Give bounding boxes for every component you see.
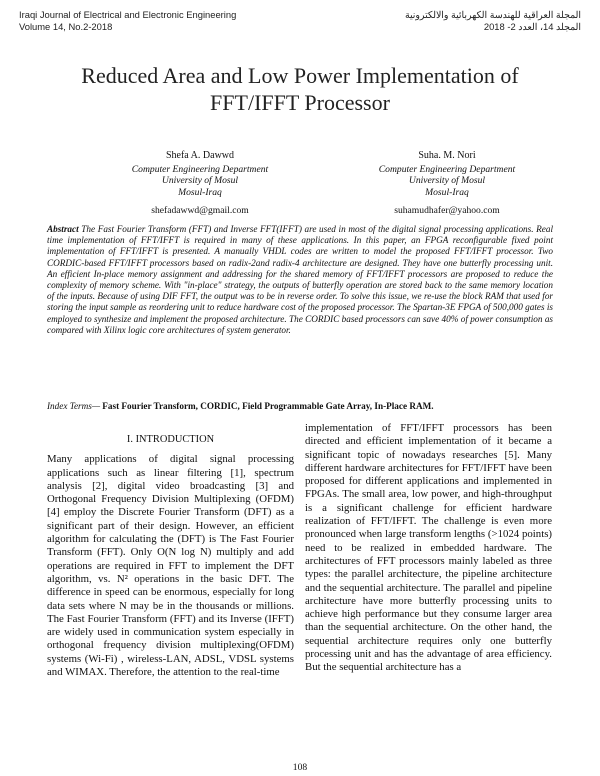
intro-paragraph-left: Many applications of digital signal processing applications such as linear filtering [1], spectrum analysis [2], digital video broadcasting [3] and Orthogonal Frequency Division Multiplexing (OFDM) [4] employ the Discrete Fourier Transform (DFT) as a significant part of their design. However, an efficient algorithm for calculating the (DFT) is The Fast Fourier Transform (FFT). Only O(N log N) multiply and add operations are required in FFT to implement the DFT algorithm, vs. N² operations in the basic DFT. The difference in speed can be enormous, especially for long data sets where N may be in the thousands or millions. The Fast Fourier Transform (FFT) and its Inverse (IFFT) are widely used in communication system especially in orthogonal frequency division multiplexing(OFDM) systems (Wi-Fi) , wireless-LAN, ADSL, VDSL systems and WIMAX. Therefore, the attention to the real-time <box>47 453 294 679</box>
abstract-label: Abstract <box>47 224 79 234</box>
index-terms-label: Index Terms— <box>47 401 100 411</box>
author-email: shefadawwd@gmail.com <box>151 205 249 216</box>
index-terms-text: Fast Fourier Transform, CORDIC, Field Programmable Gate Array, In-Place RAM. <box>102 401 434 411</box>
author-university: University of Mosul <box>161 175 239 186</box>
author-city: Mosul-Iraq <box>425 186 469 198</box>
paper-title <box>40 62 560 116</box>
section-first-letter: I <box>135 434 140 445</box>
journal-header-arabic <box>405 9 581 33</box>
section-number: I. <box>126 434 133 445</box>
author-email: suhamudhafer@yahoo.com <box>394 205 500 216</box>
author-department: Computer Engineering Department <box>378 163 516 175</box>
right-column <box>305 422 552 675</box>
index-terms <box>47 401 553 412</box>
page-number: 108 <box>292 762 308 773</box>
journal-name-en: Iraqi Journal of Electrical and Electronic Engineering <box>19 9 237 20</box>
journal-name-ar: المجلة العراقية للهندسة الكهربائية والالكترونية <box>404 9 581 20</box>
journal-header-english <box>19 9 236 33</box>
left-column <box>47 433 294 679</box>
intro-paragraph-right: implementation of FFT/IFFT processors has been directed and efficient implementation of it became a significant topic of nowadays researches [5]. Many different hardware architectures for FFT/IFFT have been proposed for different applications and implemented in FPGAs. The small area, low power, and high-throughput is a significant challenge for efficient hardware realization of FFT/IFFT. The challenge is even more pronounced when large transform lengths (>1024 points) need to be realized in embedded hardware. The architectures of FFT processors mainly labeled as three types: the parallel architecture, the pipeline architecture and the sequential architecture. The parallel and pipeline architecture have more butterfly processing units to achieve high performance but they consume larger area than the sequential architecture. On the other hand, the sequential architecture requires only one butterfly processing unit and has the advantage of area efficiency. But the sequential architecture has a <box>305 422 552 674</box>
paper-title-line2: FFT/IFFT Processor <box>210 90 390 115</box>
author-city: Mosul-Iraq <box>178 186 222 198</box>
author-name: Shefa A. Dawwd <box>165 150 235 161</box>
journal-volume-en: Volume 14, No.2-2018 <box>19 21 113 32</box>
section-title-rest: NTRODUCTION <box>139 434 215 445</box>
section-heading-introduction <box>47 433 294 446</box>
author-block-1 <box>80 150 320 217</box>
author-department: Computer Engineering Department <box>131 163 269 175</box>
journal-volume-ar: المجلد 14، العدد 2- 2018 <box>483 21 581 32</box>
abstract-text: The Fast Fourier Transform (FFT) and Inverse FFT(IFFT) are used in most of the digital signal processing applications. Real time implementation of FFT/IFFT is required in many of these applications. In this paper, an FPGA reconfigurable fixed point implementation of FFT/IFFT is presented. A manually VHDL codes are written to model the proposed FFT/IFFT processor. Two CORDIC-based FFT/IFFT processors based on radix-2and radix-4 architecture are designed. They have one butterfly processing unit. An efficient In-place memory assignment and addressing for the shared memory of FFT/IFFT processors are proposed to reduce the complexity of memory scheme. With "in-place" strategy, the outputs of butterfly operation are stored back to the same memory location of the inputs. Because of using DIF FFT, the output was to be in reverse order. To solve this issue, we re-use the block RAM that used for storing the input sample as reordering unit to reduce hardware cost of the proposed processor. The Spartan-3E FPGA of 500,000 gates is employed to synthesize and implement the proposed architecture. The CORDIC based processors can save 40% of power consumption as compared with Xilinx logic core architectures of system generator. <box>47 224 553 335</box>
author-name: Suha. M. Nori <box>418 150 476 161</box>
author-university: University of Mosul <box>408 175 486 186</box>
abstract <box>47 224 553 336</box>
paper-title-line1: Reduced Area and Low Power Implementation of <box>81 63 519 88</box>
author-block-2 <box>327 150 567 217</box>
